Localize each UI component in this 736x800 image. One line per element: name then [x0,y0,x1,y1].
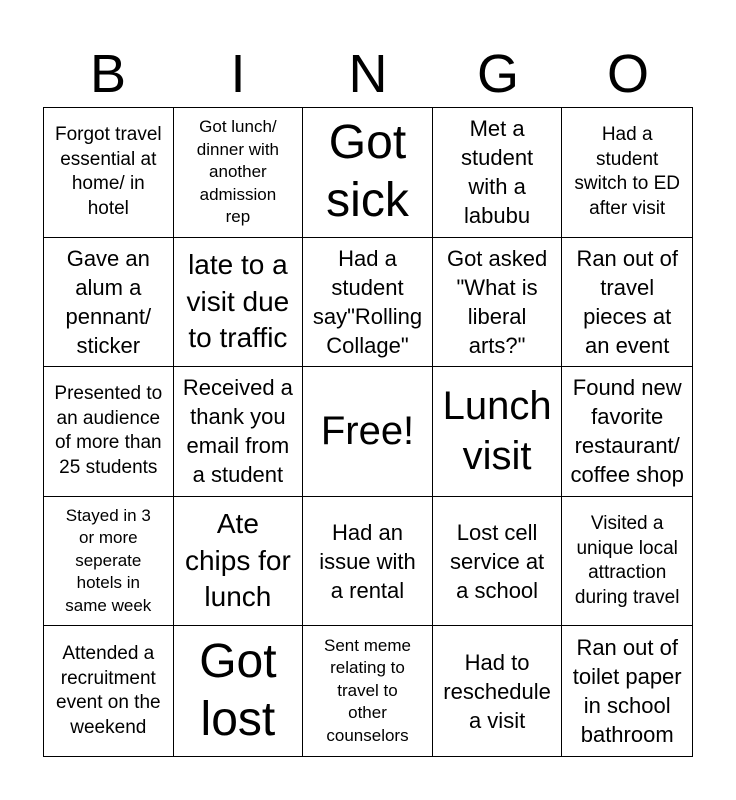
bingo-cell-r1-c4[interactable] [433,108,563,238]
cell-text: Got lost [199,635,277,747]
bingo-cell-r4-c3[interactable] [303,497,433,627]
bingo-cell-r2-c5[interactable] [562,238,692,368]
cell-text: Had an issue with a rental [319,519,416,603]
bingo-cell-r2-c1[interactable] [44,238,174,368]
cell-text: Forgot travel essential at home/ in hotel [54,124,162,219]
bingo-cell-r3-c4[interactable] [433,367,563,497]
bingo-cell-r3-c3-free[interactable] [303,367,433,497]
cell-text: Visited a unique local attraction during travel [574,513,680,608]
bingo-cell-r5-c1[interactable] [44,626,174,756]
bingo-cell-r2-c2[interactable] [174,238,304,368]
bingo-cell-r5-c2[interactable] [174,626,304,756]
cell-text: Ran out of travel pieces at an event [576,245,678,358]
bingo-cell-r1-c5[interactable] [562,108,692,238]
bingo-cell-r4-c2[interactable] [174,497,304,627]
cell-text: late to a visit due to traffic [186,249,290,354]
bingo-cell-r1-c1[interactable] [44,108,174,238]
cell-text: Had a student say"Rolling Collage" [312,245,423,358]
cell-text: Lunch visit [442,384,552,479]
bingo-cell-r1-c3[interactable] [303,108,433,238]
cell-text: Had to reschedule a visit [443,649,551,733]
cell-text: Gave an alum a pennant/ sticker [65,245,152,358]
bingo-cell-r2-c3[interactable] [303,238,433,368]
cell-text: Had a student switch to ED after visit [574,124,680,219]
cell-text: Received a thank you email from a student [182,375,293,488]
cell-text: Stayed in 3 or more seperate hotels in same week [65,505,152,615]
header-letter-o: O [606,44,649,104]
cell-text: Got sick [326,116,409,228]
bingo-header [43,40,693,108]
cell-text: Got lunch/ dinner with another admission rep [196,117,279,227]
bingo-cell-r4-c1[interactable] [44,497,174,627]
bingo-cell-r1-c2[interactable] [174,108,304,238]
bingo-cell-r5-c5[interactable] [562,626,692,756]
header-letter-i: I [230,44,246,104]
bingo-cell-r4-c5[interactable] [562,497,692,627]
bingo-cell-r3-c2[interactable] [174,367,304,497]
bingo-cell-r2-c4[interactable] [433,238,563,368]
cell-text: Attended a recruitment event on the weekend [56,643,161,738]
header-letter-n: N [348,44,388,104]
cell-text: Ran out of toilet paper in school bathroom [572,635,682,748]
bingo-cell-r5-c4[interactable] [433,626,563,756]
cell-text: Lost cell service at a school [450,519,545,603]
bingo-cell-r3-c5[interactable] [562,367,692,497]
cell-text: Ate chips for lunch [184,508,291,613]
cell-text: Found new favorite restaurant/ coffee shop [570,375,684,488]
cell-text: Got asked "What is liberal arts?" [446,245,548,358]
bingo-cell-r3-c1[interactable] [44,367,174,497]
cell-text: Sent meme relating to travel to other counselors [324,635,411,745]
bingo-cell-r5-c3[interactable] [303,626,433,756]
cell-text: Free! [320,409,415,454]
cell-text: Met a student with a labubu [461,116,534,229]
bingo-board [43,107,693,757]
header-letter-b: B [89,44,127,104]
cell-text: Presented to an audience of more than 25 students [54,383,163,478]
header-letter-g: G [476,44,519,104]
bingo-cell-r4-c4[interactable] [433,497,563,627]
